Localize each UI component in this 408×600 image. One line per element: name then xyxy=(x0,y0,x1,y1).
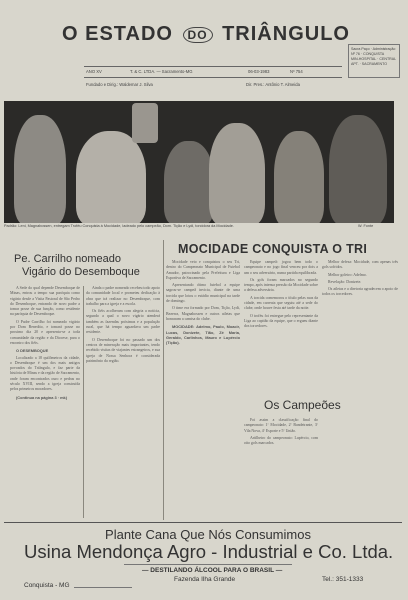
ad-slogan: Plante Cana Que Nós Consumimos xyxy=(105,527,311,542)
column-divider xyxy=(83,286,84,518)
ad-phone: Tel.: 351-1333 xyxy=(322,576,364,583)
paragraph: Mocidade veio e conquistou o seu Tri, dentro do Campeonato Municipal de Futebol Amador, patrocinado pela Prefeitura e Liga Esportiva de Sacramento. xyxy=(166,260,240,280)
masthead-rule-top xyxy=(84,66,342,67)
founder-line: Fundado e Dirig.: Waldemar J. Silva xyxy=(86,82,153,87)
paragraph: Foi assim a classificação final do campeonato: 1º Mocidade, 2º Bandeirante, 3º Vila Nova, 4º Esporte e 5º União. xyxy=(244,418,318,433)
left-headline-1: Pe. Carrilho nomeado xyxy=(14,253,122,265)
masthead-infobox xyxy=(348,44,400,78)
article-mid-body xyxy=(86,286,160,520)
paragraph: A Sede do qual depende Desemboque de Minas, entrou a tempo sua paróquia como vigário desde a Visita Pastoral de São Pedro do Desemboque, entrando de novo padre a tomar posse de sua função, como residente na paróquia de Desemboque. xyxy=(10,286,80,317)
paragraph: O Desemboque foi no passado um dos centros de mineração mais importantes, tendo recebido visitas de viajantes estrangeiros, e sua igreja de Nossa Senhora é considerada patrimônio da região. xyxy=(86,337,160,363)
photo-figure xyxy=(14,115,66,223)
newspaper-title xyxy=(62,23,350,46)
paragraph: Ainda o padre nomeado recebeu todo apoio da comunidade local e prometeu dedicação à obra que irá realizar no Desemboque, com trabalho para a igreja e a escola. xyxy=(86,286,160,306)
paragraph: O troféu foi entregue pelo representante da Liga ao capitão da equipe, que o ergueu diante dos torcedores. xyxy=(244,313,318,329)
title-left: O ESTADO xyxy=(62,23,173,45)
ad-rule xyxy=(4,522,402,523)
subhead: O DESEMBOQUE xyxy=(16,348,49,354)
paragraph: Equipe campeã: jogou bem todo o campeonato e no jogo final venceu por dois a um o seu adversário, numa partida equilibrada. xyxy=(244,260,318,275)
title-do-emblem: DO xyxy=(183,27,213,43)
paragraph: MOCIDADE: Adelmo, Paulo, Moacir, Lucas, Donizete, Tião, Zé Maria, Geraldo, Carlinhos, Mauro e Lupércio (Tição). xyxy=(166,324,240,346)
ad-location: Conquista - MG xyxy=(24,582,70,589)
advertisement xyxy=(24,527,392,597)
paragraph: A torcida comemorou o título pelas ruas da cidade, em carreata que seguiu até a sede do clube, onde houve festa até tarde da noite. xyxy=(244,295,318,311)
photo-figure xyxy=(209,123,265,223)
issue-date: 06-03-1983 xyxy=(248,69,270,74)
ad-farm: Fazenda Ilha Grande xyxy=(174,576,236,583)
infobox-line: APT. · SACRAMENTO xyxy=(351,62,388,66)
photo-figure xyxy=(76,131,146,223)
masthead xyxy=(0,0,408,100)
trophy-shape xyxy=(132,103,158,143)
issue-year: ANO XV xyxy=(86,69,102,74)
column-divider xyxy=(163,240,164,520)
main-col-b xyxy=(244,260,318,370)
paragraph: O Padre Carrilho foi nomeado vigário por Dom Benedito, e tomará posse no proximo dia 20 e apresenta-se a toda comunidade da região e da Diocese, para o encontro dos fiéis. xyxy=(10,319,80,345)
left-headline-2: Vigário do Desemboque xyxy=(22,266,140,278)
paragraph: Os gols foram marcados no segundo tempo, após intensa pressão da Mocidade sobre a defesa adversária. xyxy=(244,277,318,293)
photo-figure xyxy=(164,141,214,223)
paragraph: Apresentando ótimo futebol a equipe sagrou-se campeã invicta, diante de uma torcida que lotou o estádio municipal na tarde de domingo. xyxy=(166,283,240,304)
paragraph: Melhor defesa: Mocidade, com apenas três gols sofridos. xyxy=(322,260,398,270)
infobox-line: Sacra Paço · Administração xyxy=(351,47,396,51)
paragraph: Localizado a 18 quilômetros da cidade, o Desemboque é um dos mais antigos povoados do Triângulo, e faz parte da história de Minas e da região de Sacramento, onde foram encontrados ouro e pedras no século XVIII, sendo a igreja construída pelos primeiros moradores. xyxy=(10,355,80,392)
paragraph: Melhor goleiro: Adelmo. xyxy=(328,272,367,277)
ad-tagline: — DESTILANDO ÁLCOOL PARA O BRASIL — xyxy=(142,567,283,574)
paragraph: Artilheiro do campeonato: Lupércio, com oito gols marcados. xyxy=(244,435,318,446)
main-col-b-lower xyxy=(244,418,318,520)
article-left-body xyxy=(10,286,80,520)
sub-headline: Os Campeões xyxy=(264,398,341,412)
title-right: TRIÂNGULO xyxy=(222,23,350,45)
photo-figure xyxy=(274,131,324,223)
photo-credit: W. Fonte xyxy=(358,224,374,228)
paragraph: Os fiéis acolheram com alegria a notícia, segundo a qual o novo vigário atenderá também as fazendas próximas e a população rural, que há tempo aguardava um padre residente. xyxy=(86,309,160,335)
publisher: T. & C. LTDA. — Sacramento-MG xyxy=(130,69,193,74)
paragraph: O time era formado por Dom, Tição, Lydi, Bezerra, Magnabossen e outros atletas que honraram a camisa do clube. xyxy=(166,306,240,321)
main-col-c xyxy=(322,260,398,520)
paragraph: Revelação: Donizete. xyxy=(328,279,362,284)
ad-rule-top xyxy=(124,564,292,565)
continued-note: (Continua na página 3 · mk) xyxy=(16,394,68,400)
photo-caption: Padrão: Leni, Magnabossen, entregam Troféu Conquista à Mocidade, ladeado pelo campeão, Dom. Tição e Lydi, torcidora da Mocidade. xyxy=(4,224,234,228)
issue-number: Nº 754 xyxy=(290,69,303,74)
main-col-a xyxy=(166,260,240,520)
masthead-rule-bottom xyxy=(84,77,342,78)
main-headline: MOCIDADE CONQUISTA O TRI xyxy=(178,242,368,256)
front-photo xyxy=(4,101,394,223)
infobox-line: MIN-HOSPITAL · CENTRAL xyxy=(351,57,397,61)
infobox-line: Nº 76 · CONQUISTA xyxy=(351,52,385,56)
ad-rule-left xyxy=(74,587,132,588)
ad-company: Usina Mendonça Agro - Industrial e Co. Ltda. xyxy=(24,541,394,562)
paragraph: Os atletas e a diretoria agradecem o apoio de todos os torcedores. xyxy=(322,287,398,297)
photo-figure xyxy=(329,115,387,223)
director-line: Dir. Pres.: Antônio T. Almeida xyxy=(246,82,300,87)
